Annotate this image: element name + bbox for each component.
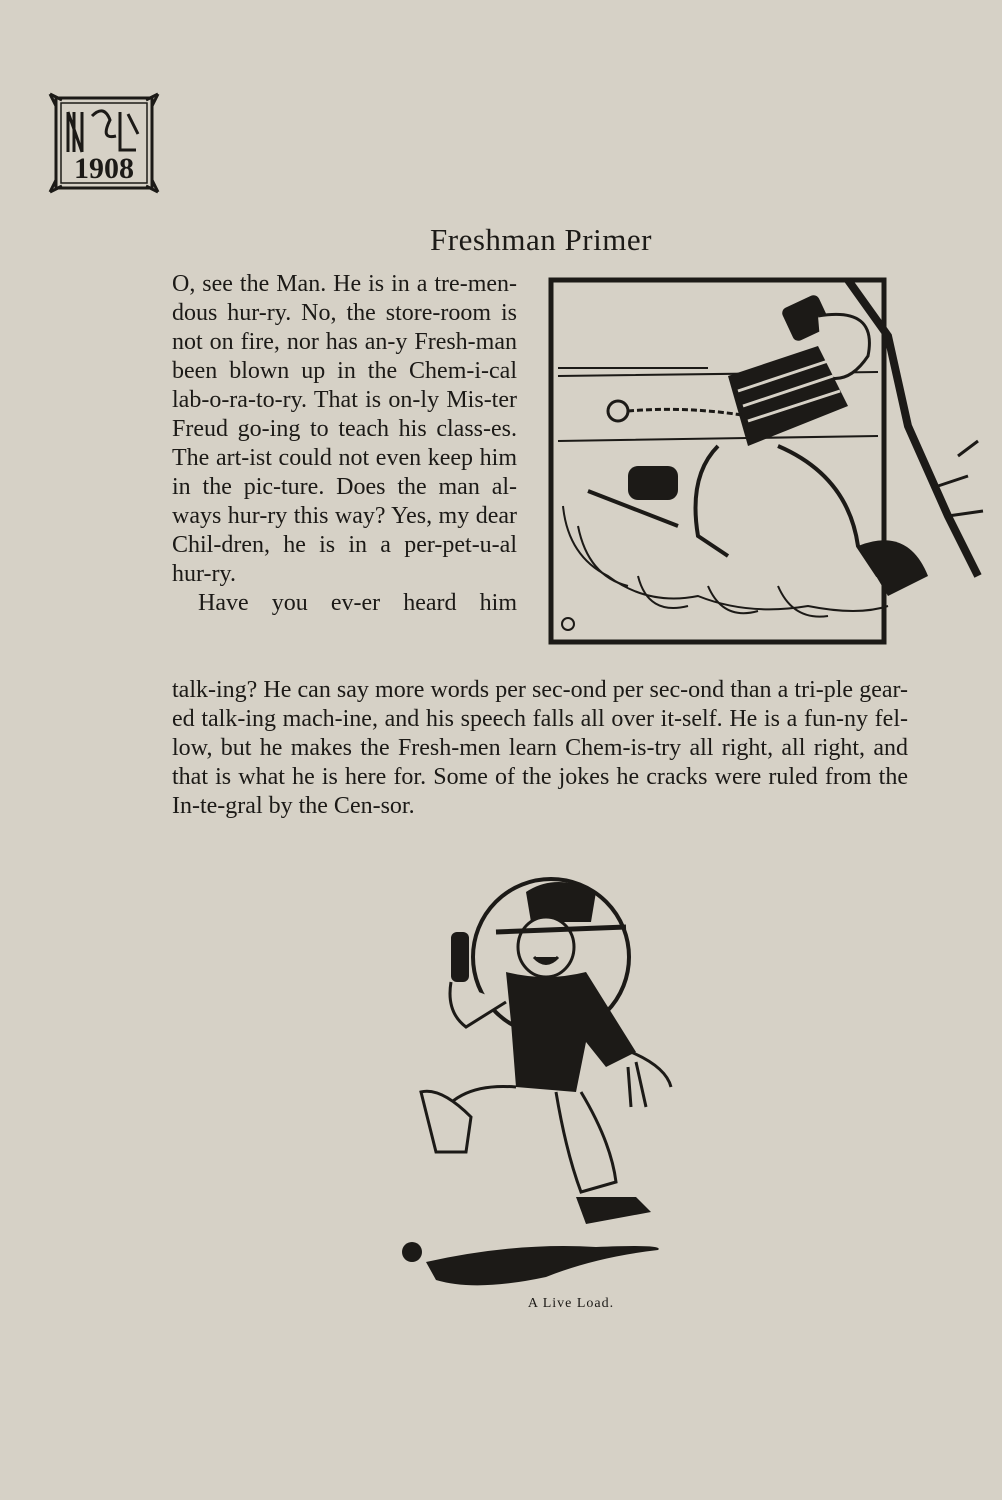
paragraph-column	[172, 270, 517, 618]
paragraph-2-start: Have you ev-er heard him	[198, 590, 517, 616]
integral-1908-logo	[48, 90, 160, 196]
svg-text:1908: 1908	[74, 152, 134, 185]
paragraph-2-continued: talk-ing? He can say more words per sec-ond per sec-ond than a tri-ple gear-ed talk-ing mach-ine, and his speech falls all over it-self. He is a fun-ny fel-low, but he makes the Fresh-men learn Chem-is-try all right, all right, and that is what he is here for. Some of the jokes he cracks were ruled from the In-te-gral by the Cen-sor.	[172, 677, 908, 819]
paragraph-1: O, see the Man. He is in a tre-men-dous hur-ry. No, the store-room is not on fire, nor has an-y Fresh-man been blown up in the Chem-i-cal lab-o-ra-to-ry. That is on-ly Mis-ter Freud go-ing to teach his class-es. The art-ist could not even keep him in the pic-ture. Does the man al-ways hur-ry this way? Yes, my dear Chil-dren, he is in a per-pet-u-al hur-ry.	[172, 271, 517, 587]
live-load-illustration	[396, 852, 682, 1292]
page-title: Freshman Primer	[430, 222, 652, 257]
figure-caption: A Live Load.	[527, 1296, 615, 1311]
running-man-illustration	[548, 276, 998, 662]
